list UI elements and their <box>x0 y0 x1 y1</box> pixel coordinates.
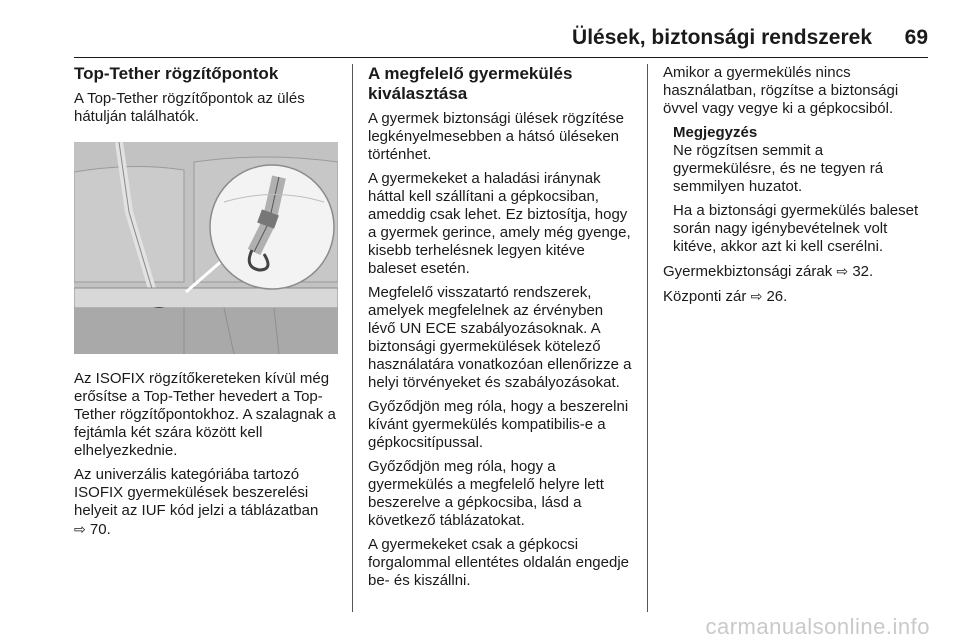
note-paragraph: Ne rögzítsen semmit a gyermekülésre, és ne tegyen rá semmilyen huzatot. <box>673 142 884 195</box>
paragraph: Győződjön meg róla, hogy a beszerelni kívánt gyermekülés kompatibilis-e a gépkocsitípussal. <box>368 398 629 451</box>
universal-category-paragraph <box>74 466 344 539</box>
child-lock-reference <box>663 262 928 281</box>
child-seat-heading: A megfelelő gyermekülés kiválasztása <box>368 64 573 103</box>
column-2 <box>368 64 632 590</box>
reference-text: Gyermekbiztonsági zárak <box>663 263 833 280</box>
storage-paragraph: Amikor a gyermekülés nincs használatban, rögzítse a biztonsági övvel vagy vegye ki a gépkocsiból. <box>663 64 899 117</box>
column-divider <box>352 64 353 612</box>
paragraph: A gyermekeket csak a gépkocsi forgalommal ellentétes oldalán engedje be- és kiszállni. <box>368 536 630 589</box>
paragraph: A gyermekeket a haladási iránynak háttal kell szállítani a gépkocsiban, ameddig csak lehet. Ez biztosítja, hogy a gyermek gerince, amely még gyenge, kisebb terhelésnek legyen kitéve baleset esetén. <box>368 170 631 277</box>
paragraph: A gyermek biztonsági ülések rögzítése legkényelmesebben a hátsó üléseken történhet. <box>368 110 624 163</box>
page-reference-link[interactable]: 70. <box>89 521 111 538</box>
page-reference-icon: ⇨ <box>74 521 86 537</box>
top-tether-intro: A Top-Tether rögzítőpontok az ülés hátulján találhatók. <box>74 90 305 125</box>
central-lock-reference <box>663 287 928 306</box>
note-title: Megjegyzés <box>673 124 758 141</box>
reference-text: Központi zár <box>663 288 747 305</box>
column-1 <box>74 64 344 539</box>
top-tether-heading: Top-Tether rögzítőpontok <box>74 64 279 83</box>
isofix-paragraph: Az ISOFIX rögzítőkereteken kívül még erősítse a Top-Tether hevedert a Top-Tether rögzítőpontokhoz. A szalagnak a fejtámla két szára között kell elhelyezkednie. <box>74 370 336 459</box>
paragraph: Megfelelő visszatartó rendszerek, amelyek megfelelnek az érvényben lévő UN ECE szabályozásoknak. A biztonsági gyermekülések kötelező használatára vonatkozóan ellenőrizze a helyi törvényeket és szabályozásokat. <box>368 284 632 391</box>
page-reference-link[interactable]: 26. <box>766 288 788 305</box>
top-tether-illustration <box>74 142 338 354</box>
paragraph: Győződjön meg róla, hogy a gyermekülés a megfelelő helyre lett beszerelve a gépkocsiba, lásd a következő táblázatokat. <box>368 458 604 529</box>
page-number: 69 <box>904 26 928 49</box>
page-reference-icon: ⇨ <box>750 288 763 304</box>
column-divider <box>647 64 648 612</box>
page-header <box>74 0 928 58</box>
note-block <box>663 124 928 256</box>
column-3 <box>663 64 928 306</box>
section-title: Ülések, biztonsági rendszerek <box>572 26 872 49</box>
page-reference-icon: ⇨ <box>836 263 849 279</box>
note-paragraph: Ha a biztonsági gyermekülés baleset során nagy igénybevételnek volt kitéve, akkor azt ki kell cserélni. <box>673 202 919 255</box>
universal-category-text: Az univerzális kategóriába tartozó ISOFIX gyermekülések beszerelési helyeit az IUF kód jelzi a táblázatban <box>74 466 319 519</box>
watermark: carmanualsonline.info <box>705 614 930 639</box>
page-reference-link[interactable]: 32. <box>852 263 874 280</box>
